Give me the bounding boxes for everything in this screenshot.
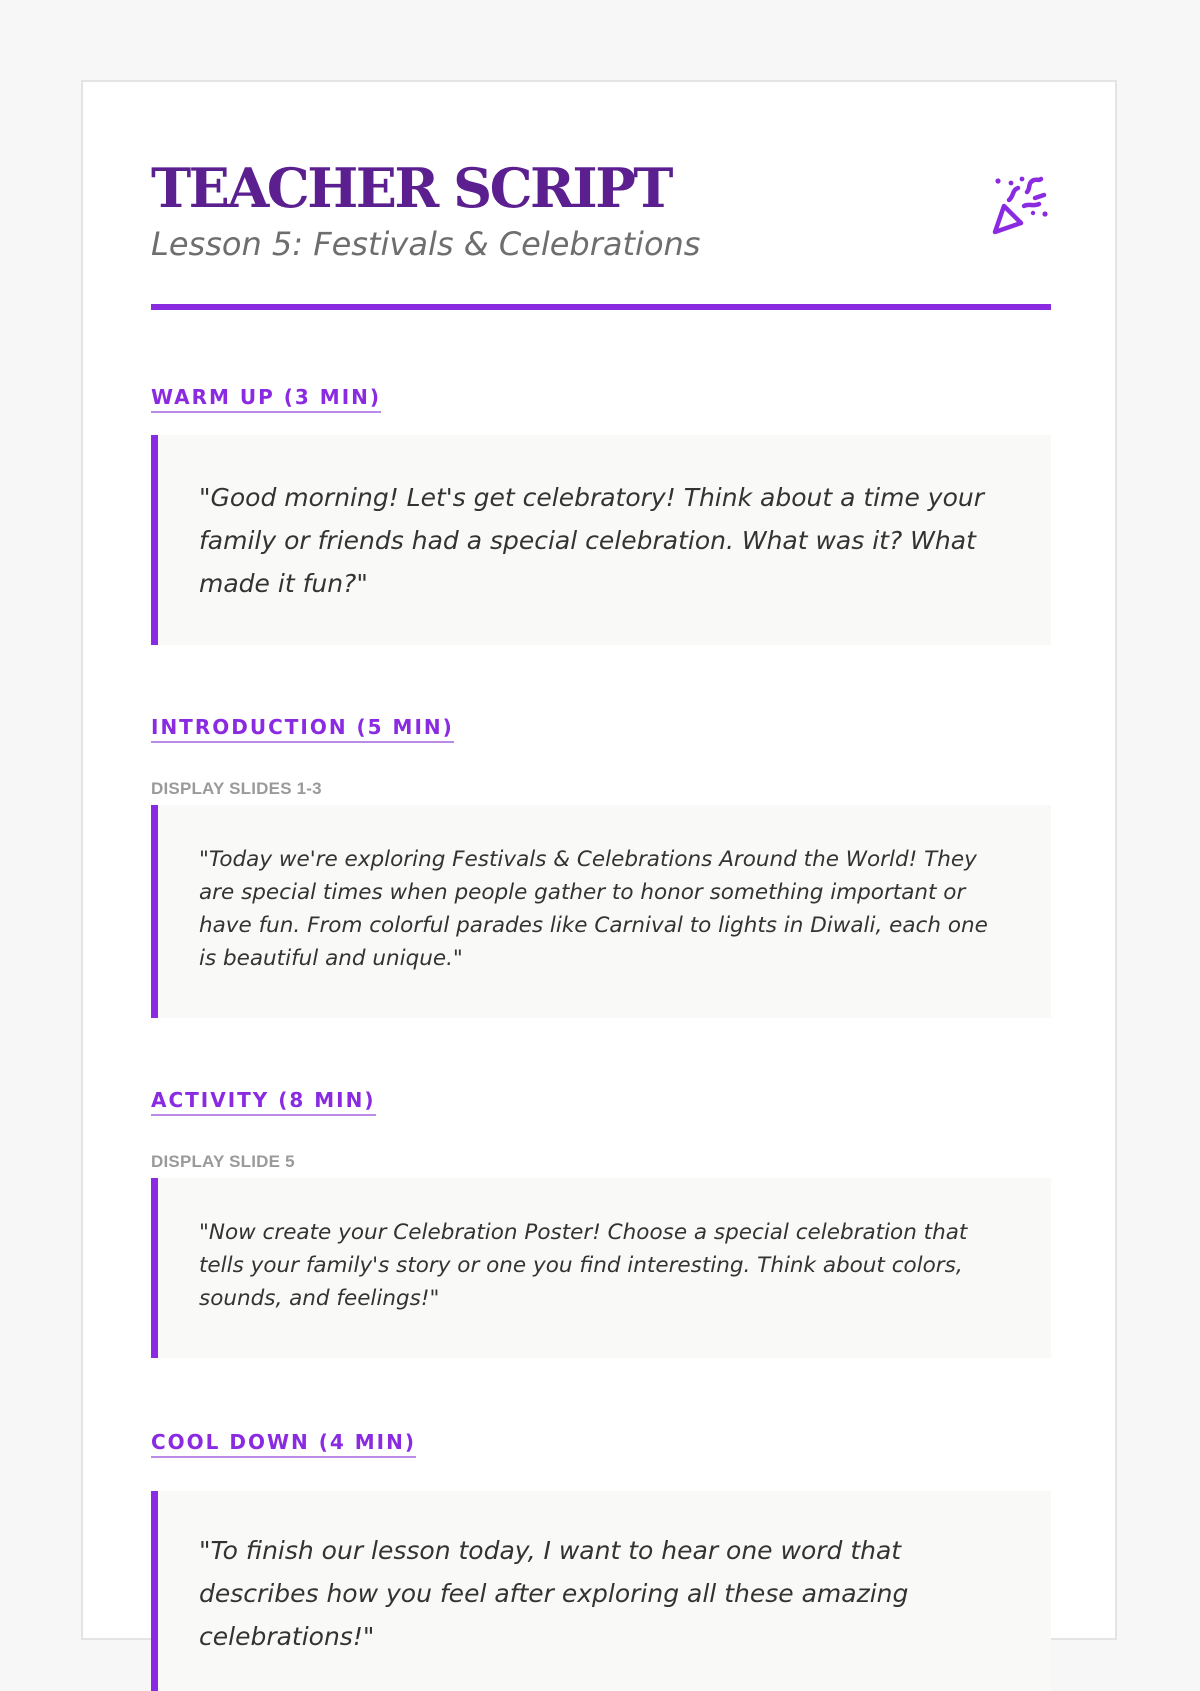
script-quote-introduction: "Today we're exploring Festivals & Celebrations Around the World! They are special times when people gather to honor something important or have fun. From colorful parades like Carnival to lights in Diwali, each one is beautiful and unique." xyxy=(151,805,1051,1018)
slide-note-introduction: DISPLAY SLIDES 1-3 xyxy=(151,779,322,798)
section-title-activity: ACTIVITY (8 MIN) xyxy=(151,1087,376,1116)
script-page xyxy=(81,80,1117,1651)
script-quote-activity: "Now create your Celebration Poster! Choose a special celebration that tells your family's story or one you find interesting. Think about colors, sounds, and feelings!" xyxy=(151,1178,1051,1358)
party-popper-icon xyxy=(989,174,1051,236)
section-title-warm-up: WARM UP (3 MIN) xyxy=(151,384,381,413)
header-divider xyxy=(151,304,1051,310)
lesson-subtitle: Lesson 5: Festivals & Celebrations xyxy=(151,225,701,263)
script-quote-cool-down: "To finish our lesson today, I want to hear one word that describes how you feel after exploring all these amazing celebrations!" xyxy=(151,1491,1051,1691)
section-title-introduction: INTRODUCTION (5 MIN) xyxy=(151,714,454,743)
slide-note-activity: DISPLAY SLIDE 5 xyxy=(151,1152,295,1171)
page-title: TEACHER SCRIPT xyxy=(151,156,671,220)
section-title-cool-down: COOL DOWN (4 MIN) xyxy=(151,1429,416,1458)
script-quote-warm-up: "Good morning! Let's get celebratory! Think about a time your family or friends had a special celebration. What was it? What made it fun?" xyxy=(151,435,1051,645)
